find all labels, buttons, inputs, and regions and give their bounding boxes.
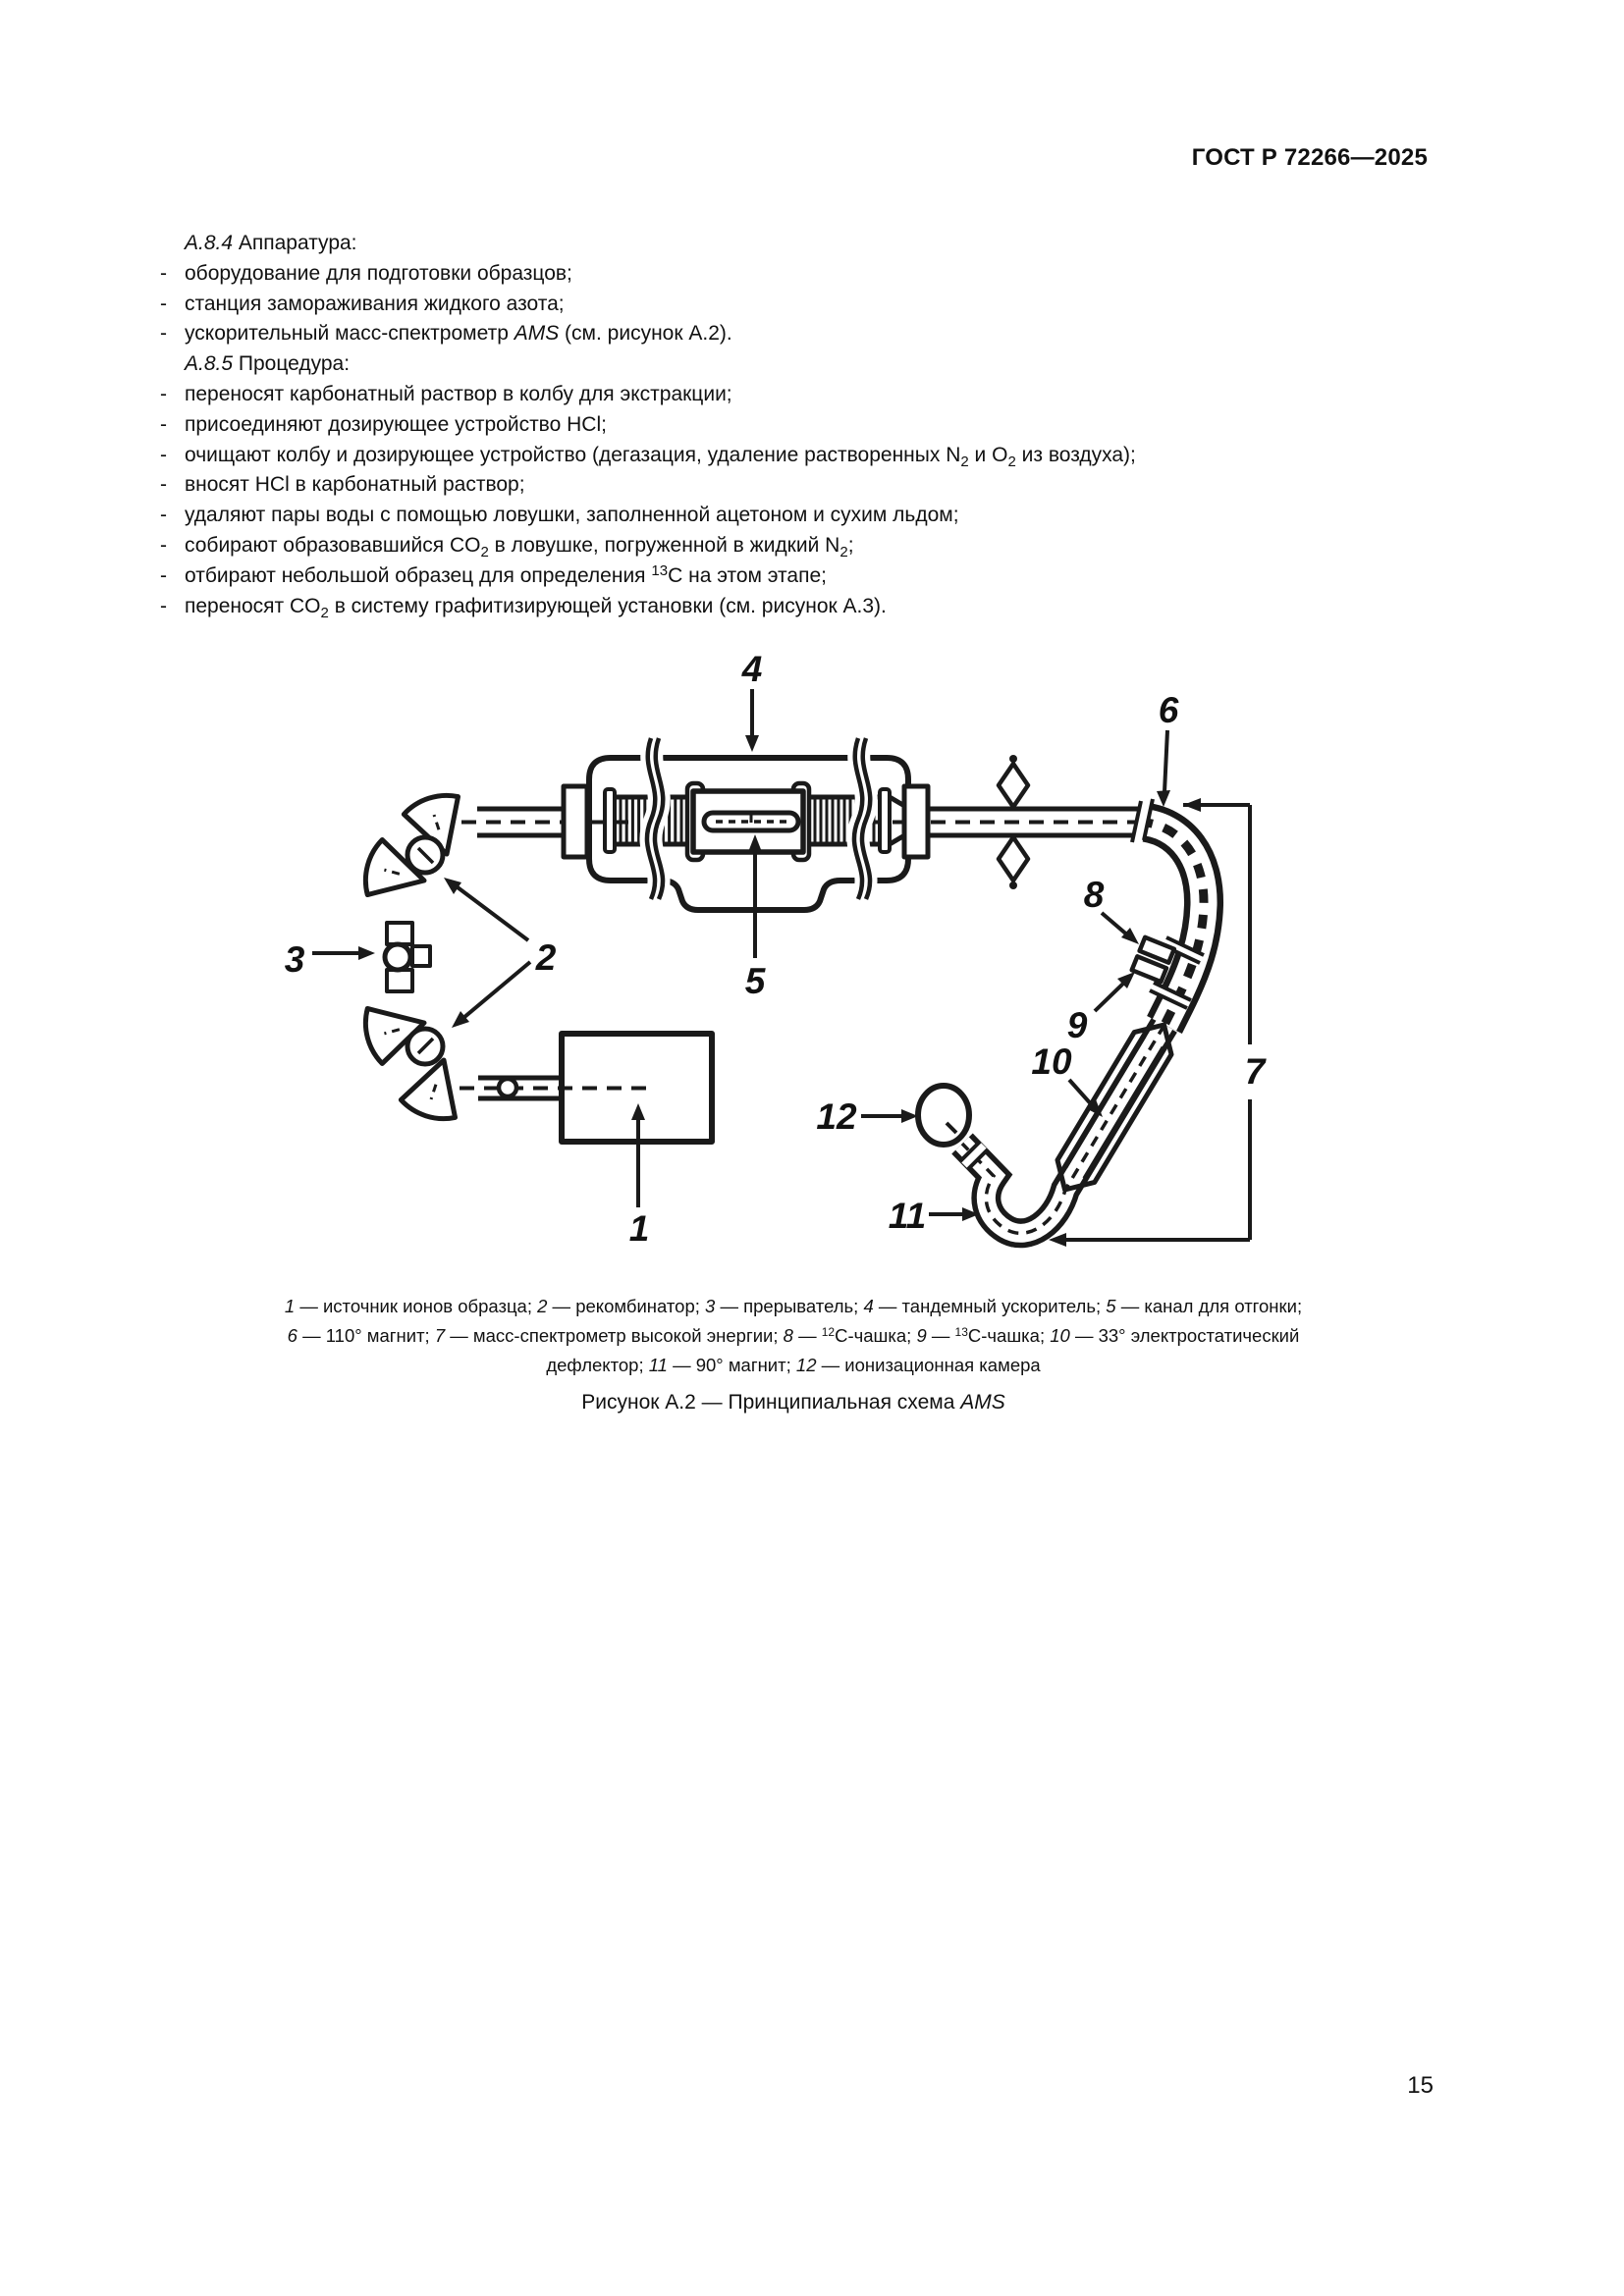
list-item: [160, 290, 1495, 320]
text-segment: С-чашка;: [967, 1325, 1051, 1346]
text-segment: С-чашка;: [835, 1325, 917, 1346]
callout-8: 8: [1083, 875, 1105, 915]
figure-legend: [160, 1292, 1427, 1380]
figure-caption: [160, 1391, 1427, 1415]
callout-3: 3: [284, 939, 305, 980]
text-segment: 8: [783, 1325, 793, 1346]
list-marker: -: [160, 412, 167, 436]
text-segment: — 90° магнит;: [667, 1355, 796, 1375]
text-segment: —: [792, 1325, 822, 1346]
list-item: [160, 561, 1495, 592]
figure-legend-line: [160, 1292, 1427, 1321]
text-segment: AMS: [960, 1391, 1005, 1414]
text-segment: — 33° электростатический: [1069, 1325, 1300, 1346]
list-item: [160, 319, 1495, 349]
paragraph-heading: [185, 229, 1495, 259]
callout-2: 2: [535, 937, 557, 978]
chopper: [385, 944, 430, 970]
list-item: [160, 531, 1495, 561]
list-marker: -: [160, 563, 167, 587]
list-item: [160, 441, 1495, 471]
text-segment: 2: [480, 543, 489, 561]
text-segment: 12: [795, 1355, 817, 1375]
stripping-channel-housing: [687, 783, 809, 860]
text-segment: вносят HCl в карбонатный раствор;: [185, 473, 525, 497]
text-segment: 2: [1007, 453, 1016, 470]
text-segment: — масс-спектрометр высокой энергии;: [445, 1325, 784, 1346]
text-segment: ускорительный масс-спектрометр: [185, 322, 514, 346]
text-segment: (см. рисунок А.2).: [559, 322, 732, 346]
figure-diagram: [147, 636, 1335, 1294]
list-marker: -: [160, 261, 167, 285]
list-marker: -: [160, 292, 167, 315]
text-segment: — канал для отгонки;: [1115, 1296, 1303, 1316]
callout-7: 7: [1244, 1051, 1266, 1092]
callout-1: 1: [628, 1208, 650, 1249]
text-segment: — рекомбинатор;: [547, 1296, 706, 1316]
ionization-chamber: [918, 1086, 969, 1145]
document-header: ГОСТ Р 72266—2025: [1191, 144, 1428, 171]
text-segment: собирают образовавшийся CO: [185, 533, 481, 557]
list-item: [160, 410, 1495, 441]
text-segment: А.8.5: [185, 352, 234, 376]
beamline-left-tube: [461, 786, 589, 857]
page-number: 15: [1407, 2072, 1434, 2099]
text-segment: 3: [705, 1296, 716, 1316]
text-segment: —: [926, 1325, 955, 1346]
text-segment: — тандемный ускоритель;: [873, 1296, 1107, 1316]
list-marker: -: [160, 443, 167, 466]
text-segment: 13: [954, 1325, 968, 1339]
list-marker: -: [160, 594, 167, 617]
text-segment: из воздуха);: [1015, 443, 1136, 466]
text-segment: 5: [1106, 1296, 1116, 1316]
text-segment: ;: [847, 533, 854, 557]
list-marker: -: [160, 382, 167, 405]
text-segment: 2: [537, 1296, 548, 1316]
text-segment: оборудование для подготовки образцов;: [185, 261, 572, 285]
text-segment: 4: [863, 1296, 874, 1316]
figure-legend-line: [160, 1351, 1427, 1380]
text-segment: в систему графитизирующей установки (см. рисунок А.3).: [328, 594, 887, 617]
paragraph-heading: [185, 349, 1495, 380]
list-item: [160, 501, 1495, 531]
text-segment: удаляют пары воды с помощью ловушки, заполненной ацетоном и сухим льдом;: [185, 504, 959, 527]
text-segment: 7: [434, 1325, 446, 1346]
text-segment: переносят карбонатный раствор в колбу для экстракции;: [185, 382, 732, 405]
text-segment: присоединяют дозирующее устройство HCl;: [185, 412, 607, 436]
text-segment: дефлектор;: [546, 1355, 649, 1375]
text-segment: — источник ионов образца;: [295, 1296, 538, 1316]
text-segment: 10: [1050, 1325, 1070, 1346]
callout-12: 12: [816, 1096, 857, 1137]
text-segment: станция замораживания жидкого азота;: [185, 292, 565, 315]
callout-9: 9: [1066, 1005, 1088, 1045]
break-line-left: [647, 738, 663, 899]
figure-legend-line: [160, 1321, 1427, 1351]
text-segment: 13: [651, 561, 669, 579]
callout-4: 4: [741, 649, 763, 689]
text-segment: — 110° магнит;: [297, 1325, 435, 1346]
list-marker: -: [160, 504, 167, 527]
text-segment: C на этом этапе;: [668, 563, 827, 587]
content-lines: [160, 229, 1495, 621]
text-segment: AMS: [514, 322, 560, 346]
text-segment: 2: [320, 604, 329, 621]
text-segment: 12: [821, 1325, 836, 1339]
text-segment: очищают колбу и дозирующее устройство (дегазация, удаление растворенных N: [185, 443, 961, 466]
text-segment: Аппаратура:: [233, 232, 357, 254]
text-segment: и O: [968, 443, 1008, 466]
recombinator: [360, 789, 474, 1124]
text-segment: в ловушке, погруженной в жидкий N: [488, 533, 840, 557]
list-marker: -: [160, 322, 167, 346]
list-marker: -: [160, 473, 167, 497]
text-segment: 1: [284, 1296, 296, 1316]
list-item: [160, 380, 1495, 410]
callout-5: 5: [744, 961, 766, 1001]
text-segment: 2: [960, 453, 969, 470]
text-segment: переносят CO: [185, 594, 321, 617]
callout-6: 6: [1158, 690, 1179, 730]
text-segment: — прерыватель;: [715, 1296, 864, 1316]
list-item: [160, 259, 1495, 290]
text-segment: — ионизационная камера: [816, 1355, 1041, 1375]
text-segment: 6: [287, 1325, 298, 1346]
callout-11: 11: [888, 1196, 927, 1236]
text-segment: отбирают небольшой образец для определения: [185, 563, 652, 587]
text-segment: Процедура:: [233, 352, 351, 376]
callout-10: 10: [1031, 1041, 1072, 1082]
text-segment: 2: [839, 543, 848, 561]
text-segment: А.8.4: [185, 232, 234, 254]
break-line-right: [854, 738, 870, 899]
list-marker: -: [160, 533, 167, 557]
list-item: [160, 592, 1495, 622]
list-item: [160, 470, 1495, 501]
text-segment: 11: [648, 1355, 668, 1375]
text-segment: 9: [916, 1325, 927, 1346]
text-segment: Рисунок А.2 — Принципиальная схема: [581, 1391, 961, 1414]
